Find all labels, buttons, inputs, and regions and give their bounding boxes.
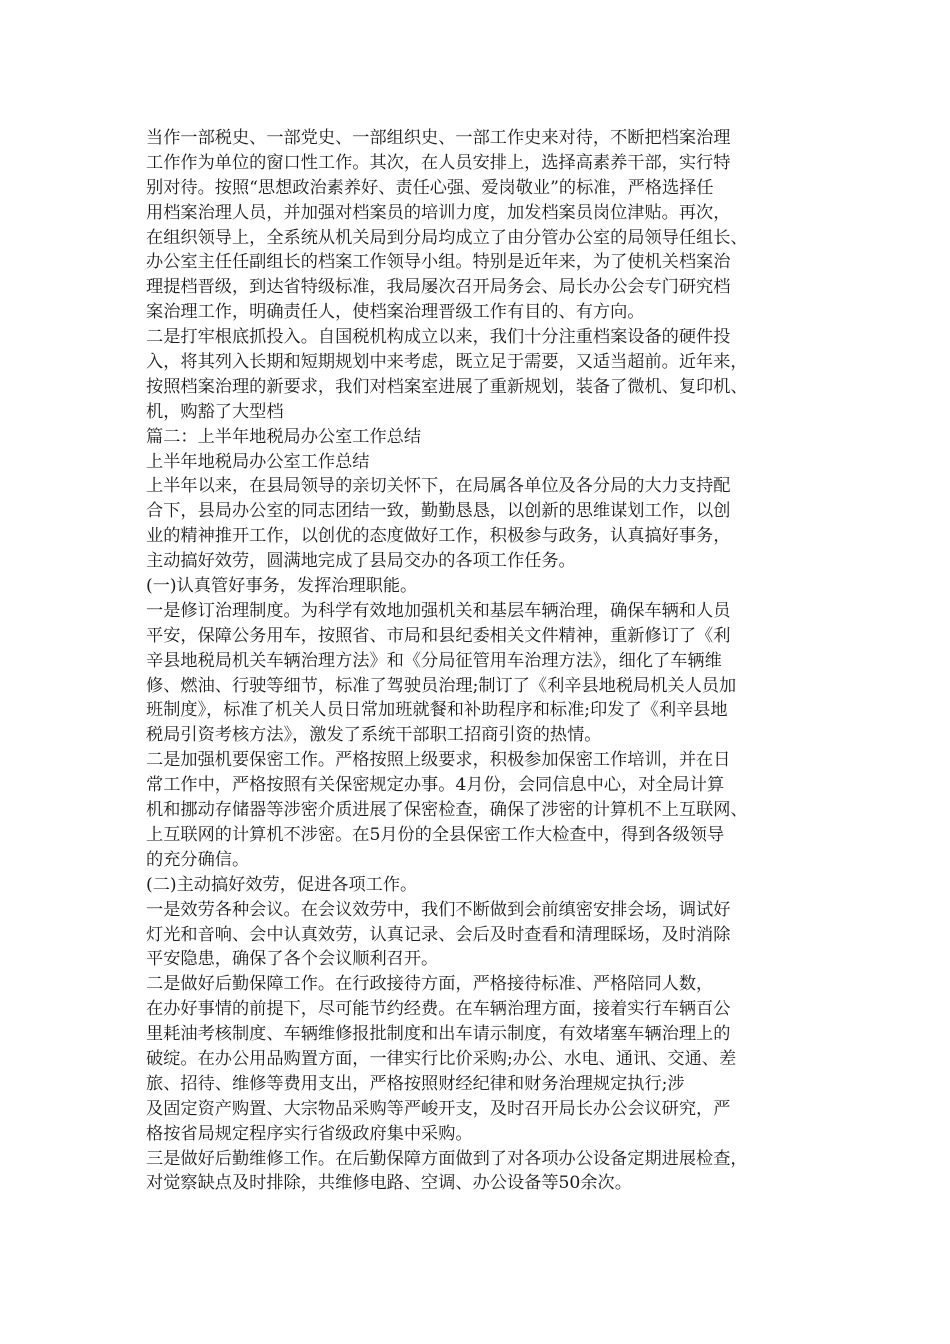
text-line: 常工作中，严格按照有关保密规定办事。4月份，会同信息中心，对全局计算 [146,775,725,796]
text-line: 工作作为单位的窗口性工作。其次，在人员安排上，选择高素养干部，实行特 [146,152,731,173]
text-line: 机和挪动存储器等涉密介质进展了保密检查，确保了涉密的计算机不上互联网、 [146,800,748,821]
text-line: 二是加强机要保密工作。严格按照上级要求，积极参加保密工作培训，并在日 [146,750,731,771]
text-line: 按照档案治理的新要求，我们对档案室进展了重新规划，装备了微机、复印机、 [146,376,748,397]
text-line: (一)认真管好事务，发挥治理职能。 [146,576,418,597]
text-line: 修、燃油、行驶等细节，标准了驾驶员治理;制订了《利辛县地税局机关人员加 [146,675,737,696]
text-line: 用档案治理人员，并加强对档案员的培训力度，加发档案员岗位津贴。再次， [146,202,731,223]
text-line: 破绽。在办公用品购置方面，一律实行比价采购;办公、水电、通讯、交通、差 [146,1048,737,1069]
text-line: 当作一部税史、一部党史、一部组织史、一部工作史来对待，不断把档案治理 [146,128,731,148]
text-line: 业的精神推开工作，以创优的态度做好工作，积极参与政务，认真搞好事务， [146,526,731,547]
text-line: 格按省局规定程序实行省级政府集中采购。 [146,1123,473,1144]
text-line: 班制度》，标准了机关人员日常加班就餐和补助程序和标准;印发了《利辛县地 [146,700,728,721]
text-line: 上半年以来，在县局领导的亲切关怀下，在局属各单位及各分局的大力支持配 [146,476,731,497]
text-line: 篇二：上半年地税局办公室工作总结 [146,426,422,447]
text-line: 办公室主任任副组长的档案工作领导小组。特别是近年来，为了使机关档案治 [146,252,731,273]
document-page [146,126,806,1196]
text-line: 及固定资产购置、大宗物品采购等严峻开支，及时召开局长办公会议研究，严 [146,1098,731,1119]
text-line: 二是打牢根底抓投入。自国税机构成立以来，我们十分注重档案设备的硬件投 [146,327,731,348]
text-line: 上半年地税局办公室工作总结 [146,451,370,472]
text-line: 灯光和音响、会中认真效劳，认真记录、会后及时查看和清理睬场，及时消除 [146,924,731,945]
text-line: 合下，县局办公室的同志团结一致，勤勤恳恳，以创新的思维谋划工作，以创 [146,501,731,522]
text-line: 对觉察缺点及时排除，共维修电路、空调、办公设备等50余次。 [146,1173,632,1194]
text-line: 旅、招待、维修等费用支出，严格按照财经纪律和财务治理规定执行;涉 [146,1073,685,1094]
text-line: 的充分确信。 [146,849,250,870]
text-line: 一是修订治理制度。为科学有效地加强机关和基层车辆治理，确保车辆和人员 [146,600,731,621]
text-line: 机，购豁了大型档 [146,401,284,422]
text-line: 里耗油考核制度、车辆维修报批制度和出车请示制度，有效堵塞车辆治理上的 [146,1024,731,1045]
text-line: 三是做好后勤维修工作。在后勤保障方面做到了对各项办公设备定期进展检查， [146,1148,748,1169]
text-line: 理提档晋级，到达省特级标准，我局屡次召开局务会、局长办公会专门研究档 [146,277,731,298]
text-line: 一是效劳各种会议。在会议效劳中，我们不断做到会前缜密安排会场，调试好 [146,899,731,920]
text-line: 在组织领导上，全系统从机关局到分局均成立了由分管办公室的局领导任组长、 [146,227,748,248]
text-line: 入，将其列入长期和短期规划中来考虑，既立足于需要，又适当超前。近年来， [146,352,748,373]
text-line: 上互联网的计算机不涉密。在5月份的全县保密工作大检查中，得到各级领导 [146,824,725,845]
text-line: 别对待。按照“思想政治素养好、责任心强、爱岗敬业”的标准，严格选择任 [146,177,714,198]
text-line: 主动搞好效劳，圆满地完成了县局交办的各项工作任务。 [146,551,576,572]
text-line: 税局引资考核方法》，激发了系统干部职工招商引资的热情。 [146,725,602,746]
text-line: (二)主动搞好效劳，促进各项工作。 [146,874,418,895]
text-line: 在办好事情的前提下，尽可能节约经费。在车辆治理方面，接着实行车辆百公 [146,999,731,1020]
text-line: 二是做好后勤保障工作。在行政接待方面，严格接待标准、严格陪同人数， [146,974,714,995]
text-line: 平安隐患，确保了各个会议顺利召开。 [146,949,439,970]
text-line: 辛县地税局机关车辆治理方法》和《分局征管用车治理方法》，细化了车辆维 [146,650,722,671]
text-line: 案治理工作，明确责任人，使档案治理晋级工作有目的、有方向。 [146,302,645,323]
text-line: 平安，保障公务用车，按照省、市局和县纪委相关文件精神，重新修订了《利 [146,625,731,646]
